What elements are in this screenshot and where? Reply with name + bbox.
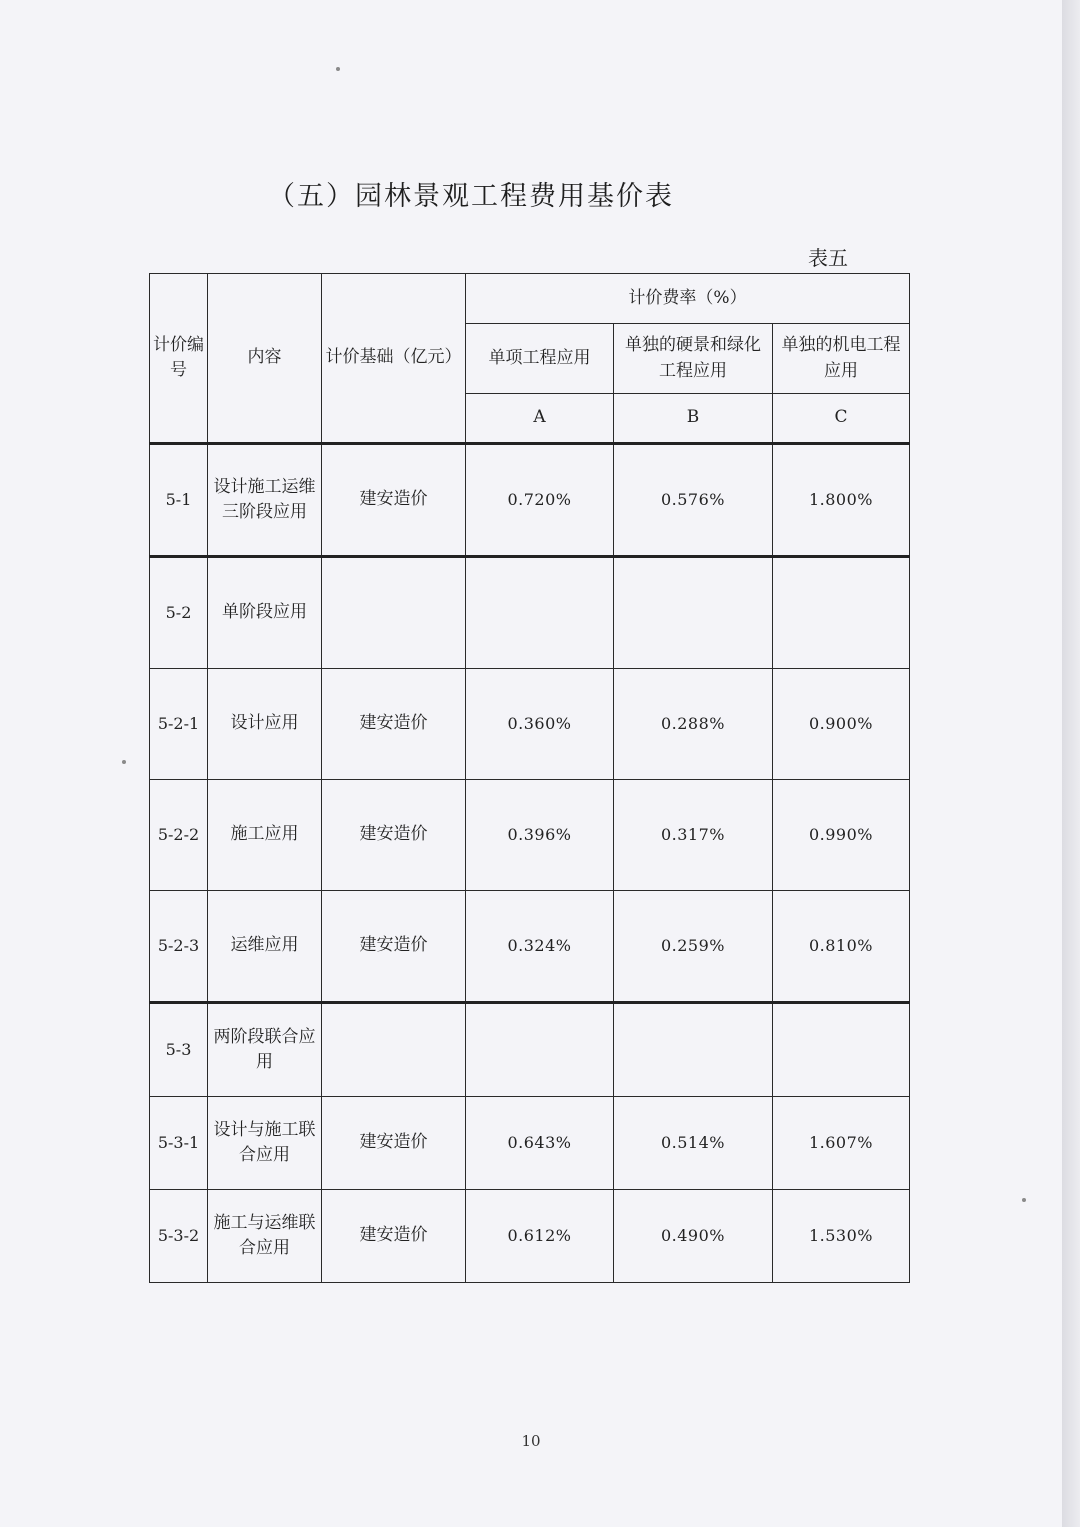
scan-speck: [122, 760, 126, 764]
row-rate-b: [614, 1003, 773, 1097]
header-col-b-desc: 单独的硬景和绿化工程应用: [614, 324, 773, 394]
document-title: （五）园林景观工程费用基价表: [268, 181, 674, 212]
row-content: 设计与施工联合应用: [208, 1097, 322, 1190]
row-rate-a: 0.643%: [466, 1097, 614, 1190]
row-basis: 建安造价: [322, 780, 466, 891]
row-rate-c: [773, 557, 910, 669]
header-col-c-desc: 单独的机电工程应用: [773, 324, 910, 394]
row-content: 两阶段联合应用: [208, 1003, 322, 1097]
row-basis: [322, 557, 466, 669]
header-col-b: B: [614, 394, 773, 444]
scan-speck: [1022, 1198, 1026, 1202]
header-col-c: C: [773, 394, 910, 444]
row-rate-c: 0.810%: [773, 891, 910, 1003]
fee-table: [149, 273, 910, 1283]
row-rate-c: 1.607%: [773, 1097, 910, 1190]
row-code: 5-2-2: [150, 780, 208, 891]
row-code: 5-1: [150, 444, 208, 557]
row-rate-c: 0.900%: [773, 669, 910, 780]
row-rate-b: [614, 557, 773, 669]
row-rate-a: [466, 1003, 614, 1097]
scan-speck: [336, 67, 340, 71]
row-content: 施工与运维联合应用: [208, 1190, 322, 1283]
row-rate-c: 1.800%: [773, 444, 910, 557]
row-content: 施工应用: [208, 780, 322, 891]
header-col-a-desc: 单项工程应用: [466, 324, 614, 394]
page-edge: [1062, 0, 1080, 1527]
header-basis: 计价基础（亿元）: [322, 274, 466, 444]
row-content: 设计施工运维三阶段应用: [208, 444, 322, 557]
header-code: 计价编号: [150, 274, 208, 444]
row-basis: [322, 1003, 466, 1097]
row-rate-c: 1.530%: [773, 1190, 910, 1283]
table-row: [150, 557, 910, 669]
row-basis: 建安造价: [322, 1097, 466, 1190]
row-rate-b: 0.288%: [614, 669, 773, 780]
table-row: [150, 780, 910, 891]
row-rate-b: 0.576%: [614, 444, 773, 557]
row-rate-b: 0.490%: [614, 1190, 773, 1283]
table-row: [150, 444, 910, 557]
header-rate-group: 计价费率（%）: [466, 274, 910, 324]
row-rate-b: 0.317%: [614, 780, 773, 891]
row-code: 5-2-3: [150, 891, 208, 1003]
row-code: 5-3-1: [150, 1097, 208, 1190]
table-row: [150, 1003, 910, 1097]
row-rate-c: [773, 1003, 910, 1097]
row-rate-a: [466, 557, 614, 669]
row-code: 5-3-2: [150, 1190, 208, 1283]
table-row: [150, 669, 910, 780]
row-rate-a: 0.360%: [466, 669, 614, 780]
row-rate-c: 0.990%: [773, 780, 910, 891]
row-rate-b: 0.514%: [614, 1097, 773, 1190]
row-code: 5-2-1: [150, 669, 208, 780]
row-basis: 建安造价: [322, 891, 466, 1003]
row-rate-a: 0.612%: [466, 1190, 614, 1283]
row-rate-a: 0.720%: [466, 444, 614, 557]
row-code: 5-3: [150, 1003, 208, 1097]
table-label: 表五: [808, 246, 848, 270]
row-code: 5-2: [150, 557, 208, 669]
row-basis: 建安造价: [322, 444, 466, 557]
row-content: 单阶段应用: [208, 557, 322, 669]
header-content: 内容: [208, 274, 322, 444]
row-basis: 建安造价: [322, 1190, 466, 1283]
table-row: [150, 891, 910, 1003]
table-row: [150, 1190, 910, 1283]
row-content: 设计应用: [208, 669, 322, 780]
row-rate-a: 0.324%: [466, 891, 614, 1003]
row-basis: 建安造价: [322, 669, 466, 780]
row-rate-b: 0.259%: [614, 891, 773, 1003]
row-content: 运维应用: [208, 891, 322, 1003]
header-col-a: A: [466, 394, 614, 444]
table-row: [150, 1097, 910, 1190]
page-number: 10: [521, 1432, 541, 1450]
row-rate-a: 0.396%: [466, 780, 614, 891]
